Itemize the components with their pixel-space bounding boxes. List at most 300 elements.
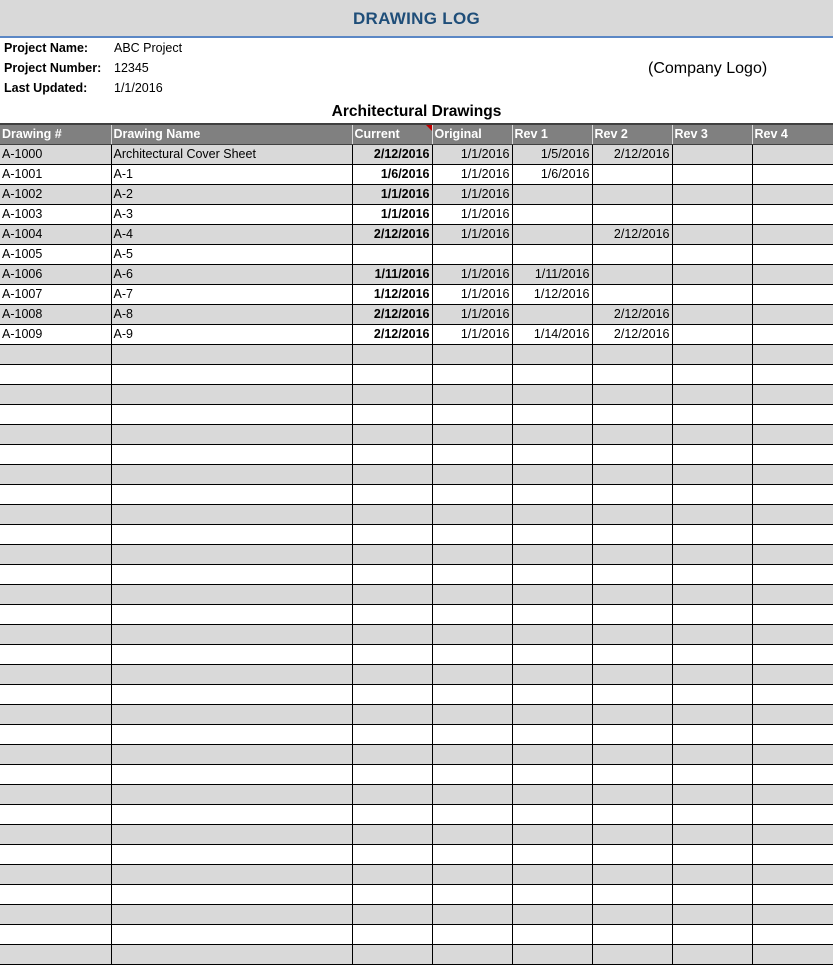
cell-rev-1[interactable]	[512, 724, 592, 744]
cell-drawing-number[interactable]	[0, 604, 111, 624]
cell-current[interactable]	[352, 664, 432, 684]
cell-rev-1[interactable]	[512, 444, 592, 464]
cell-current[interactable]	[352, 684, 432, 704]
cell-rev-3[interactable]	[672, 844, 752, 864]
cell-rev-4[interactable]	[752, 724, 833, 744]
cell-drawing-number[interactable]	[0, 404, 111, 424]
cell-current[interactable]	[352, 584, 432, 604]
cell-rev-4[interactable]	[752, 184, 833, 204]
cell-drawing-name[interactable]: Architectural Cover Sheet	[111, 144, 352, 164]
cell-rev-4[interactable]	[752, 344, 833, 364]
cell-rev-4[interactable]	[752, 864, 833, 884]
cell-current[interactable]: 1/11/2016	[352, 264, 432, 284]
cell-rev-4[interactable]	[752, 444, 833, 464]
cell-drawing-number[interactable]	[0, 544, 111, 564]
cell-original[interactable]	[432, 904, 512, 924]
cell-drawing-name[interactable]: A-7	[111, 284, 352, 304]
cell-drawing-number[interactable]	[0, 924, 111, 944]
cell-current[interactable]	[352, 824, 432, 844]
cell-drawing-name[interactable]	[111, 864, 352, 884]
cell-drawing-number[interactable]: A-1003	[0, 204, 111, 224]
cell-rev-4[interactable]	[752, 824, 833, 844]
column-header-current[interactable]: Current	[352, 124, 432, 144]
cell-original[interactable]: 1/1/2016	[432, 224, 512, 244]
cell-rev-1[interactable]	[512, 844, 592, 864]
cell-drawing-name[interactable]	[111, 804, 352, 824]
cell-original[interactable]	[432, 704, 512, 724]
cell-drawing-name[interactable]	[111, 444, 352, 464]
cell-drawing-name[interactable]: A-3	[111, 204, 352, 224]
cell-rev-3[interactable]	[672, 504, 752, 524]
cell-rev-4[interactable]	[752, 684, 833, 704]
cell-drawing-number[interactable]: A-1006	[0, 264, 111, 284]
cell-drawing-number[interactable]	[0, 804, 111, 824]
cell-drawing-name[interactable]	[111, 544, 352, 564]
cell-drawing-number[interactable]: A-1004	[0, 224, 111, 244]
cell-rev-2[interactable]	[592, 264, 672, 284]
cell-rev-1[interactable]	[512, 784, 592, 804]
cell-rev-3[interactable]	[672, 704, 752, 724]
cell-rev-1[interactable]	[512, 524, 592, 544]
cell-rev-3[interactable]	[672, 164, 752, 184]
cell-rev-4[interactable]	[752, 324, 833, 344]
cell-original[interactable]	[432, 844, 512, 864]
cell-rev-3[interactable]	[672, 204, 752, 224]
cell-rev-3[interactable]	[672, 744, 752, 764]
cell-drawing-name[interactable]	[111, 684, 352, 704]
cell-original[interactable]	[432, 804, 512, 824]
cell-current[interactable]	[352, 864, 432, 884]
cell-rev-2[interactable]: 2/12/2016	[592, 324, 672, 344]
cell-drawing-name[interactable]	[111, 604, 352, 624]
cell-original[interactable]	[432, 444, 512, 464]
cell-rev-4[interactable]	[752, 844, 833, 864]
cell-drawing-name[interactable]	[111, 524, 352, 544]
cell-drawing-number[interactable]	[0, 644, 111, 664]
cell-current[interactable]: 1/6/2016	[352, 164, 432, 184]
cell-original[interactable]	[432, 744, 512, 764]
cell-drawing-name[interactable]	[111, 724, 352, 744]
cell-original[interactable]	[432, 384, 512, 404]
cell-rev-1[interactable]	[512, 204, 592, 224]
cell-drawing-name[interactable]	[111, 704, 352, 724]
column-header-rev-1[interactable]: Rev 1	[512, 124, 592, 144]
cell-drawing-name[interactable]	[111, 624, 352, 644]
cell-rev-3[interactable]	[672, 604, 752, 624]
cell-original[interactable]	[432, 864, 512, 884]
cell-original[interactable]	[432, 924, 512, 944]
cell-current[interactable]	[352, 624, 432, 644]
cell-current[interactable]	[352, 644, 432, 664]
cell-rev-4[interactable]	[752, 944, 833, 964]
cell-rev-3[interactable]	[672, 184, 752, 204]
cell-rev-4[interactable]	[752, 804, 833, 824]
cell-rev-2[interactable]	[592, 584, 672, 604]
cell-drawing-number[interactable]	[0, 524, 111, 544]
cell-rev-2[interactable]: 2/12/2016	[592, 224, 672, 244]
cell-rev-2[interactable]	[592, 844, 672, 864]
cell-rev-1[interactable]	[512, 804, 592, 824]
cell-rev-3[interactable]	[672, 344, 752, 364]
cell-rev-2[interactable]	[592, 884, 672, 904]
cell-rev-2[interactable]	[592, 204, 672, 224]
cell-current[interactable]	[352, 924, 432, 944]
column-header-rev-2[interactable]: Rev 2	[592, 124, 672, 144]
cell-drawing-name[interactable]	[111, 784, 352, 804]
cell-drawing-name[interactable]	[111, 924, 352, 944]
cell-rev-2[interactable]	[592, 644, 672, 664]
cell-current[interactable]	[352, 884, 432, 904]
cell-original[interactable]	[432, 944, 512, 964]
cell-rev-3[interactable]	[672, 224, 752, 244]
cell-rev-2[interactable]	[592, 404, 672, 424]
cell-current[interactable]	[352, 764, 432, 784]
cell-rev-1[interactable]	[512, 864, 592, 884]
cell-drawing-number[interactable]	[0, 744, 111, 764]
cell-rev-2[interactable]	[592, 624, 672, 644]
cell-current[interactable]: 1/12/2016	[352, 284, 432, 304]
cell-drawing-number[interactable]: A-1008	[0, 304, 111, 324]
cell-rev-3[interactable]	[672, 724, 752, 744]
cell-original[interactable]: 1/1/2016	[432, 304, 512, 324]
cell-rev-2[interactable]	[592, 704, 672, 724]
cell-rev-2[interactable]	[592, 184, 672, 204]
cell-rev-2[interactable]	[592, 164, 672, 184]
cell-rev-2[interactable]	[592, 284, 672, 304]
cell-rev-3[interactable]	[672, 424, 752, 444]
cell-drawing-name[interactable]	[111, 504, 352, 524]
cell-drawing-name[interactable]	[111, 904, 352, 924]
cell-rev-1[interactable]	[512, 244, 592, 264]
cell-rev-1[interactable]	[512, 504, 592, 524]
cell-rev-4[interactable]	[752, 744, 833, 764]
cell-rev-1[interactable]	[512, 384, 592, 404]
cell-drawing-number[interactable]	[0, 484, 111, 504]
cell-drawing-number[interactable]	[0, 584, 111, 604]
cell-original[interactable]: 1/1/2016	[432, 284, 512, 304]
cell-rev-3[interactable]	[672, 444, 752, 464]
cell-rev-1[interactable]: 1/6/2016	[512, 164, 592, 184]
cell-original[interactable]: 1/1/2016	[432, 204, 512, 224]
cell-rev-4[interactable]	[752, 604, 833, 624]
cell-drawing-name[interactable]	[111, 824, 352, 844]
cell-original[interactable]	[432, 524, 512, 544]
cell-original[interactable]	[432, 424, 512, 444]
cell-current[interactable]	[352, 384, 432, 404]
cell-drawing-name[interactable]	[111, 404, 352, 424]
cell-drawing-number[interactable]	[0, 384, 111, 404]
cell-rev-1[interactable]	[512, 664, 592, 684]
cell-rev-3[interactable]	[672, 624, 752, 644]
cell-current[interactable]: 2/12/2016	[352, 304, 432, 324]
cell-rev-3[interactable]	[672, 324, 752, 344]
cell-rev-4[interactable]	[752, 464, 833, 484]
cell-drawing-name[interactable]	[111, 564, 352, 584]
cell-drawing-number[interactable]: A-1009	[0, 324, 111, 344]
cell-rev-3[interactable]	[672, 564, 752, 584]
cell-current[interactable]	[352, 804, 432, 824]
cell-drawing-number[interactable]: A-1005	[0, 244, 111, 264]
cell-original[interactable]	[432, 404, 512, 424]
cell-original[interactable]: 1/1/2016	[432, 184, 512, 204]
cell-rev-1[interactable]	[512, 424, 592, 444]
cell-drawing-name[interactable]	[111, 664, 352, 684]
cell-rev-2[interactable]	[592, 904, 672, 924]
cell-drawing-number[interactable]: A-1001	[0, 164, 111, 184]
cell-rev-4[interactable]	[752, 284, 833, 304]
cell-current[interactable]	[352, 544, 432, 564]
cell-rev-2[interactable]	[592, 804, 672, 824]
cell-rev-3[interactable]	[672, 884, 752, 904]
cell-original[interactable]	[432, 344, 512, 364]
cell-rev-1[interactable]: 1/5/2016	[512, 144, 592, 164]
project-name-value[interactable]: ABC Project	[114, 41, 183, 55]
cell-rev-1[interactable]	[512, 344, 592, 364]
cell-rev-4[interactable]	[752, 504, 833, 524]
cell-current[interactable]	[352, 944, 432, 964]
cell-drawing-name[interactable]: A-5	[111, 244, 352, 264]
cell-current[interactable]	[352, 504, 432, 524]
column-header-rev-4[interactable]: Rev 4	[752, 124, 833, 144]
cell-current[interactable]	[352, 744, 432, 764]
cell-rev-1[interactable]	[512, 684, 592, 704]
cell-drawing-name[interactable]: A-2	[111, 184, 352, 204]
cell-drawing-name[interactable]	[111, 764, 352, 784]
cell-original[interactable]	[432, 764, 512, 784]
cell-original[interactable]	[432, 484, 512, 504]
cell-current[interactable]: 1/1/2016	[352, 204, 432, 224]
cell-drawing-number[interactable]	[0, 724, 111, 744]
cell-rev-3[interactable]	[672, 464, 752, 484]
cell-rev-3[interactable]	[672, 264, 752, 284]
cell-current[interactable]	[352, 464, 432, 484]
cell-drawing-number[interactable]	[0, 504, 111, 524]
cell-current[interactable]: 2/12/2016	[352, 224, 432, 244]
cell-rev-1[interactable]	[512, 924, 592, 944]
cell-rev-2[interactable]	[592, 724, 672, 744]
cell-current[interactable]	[352, 784, 432, 804]
cell-drawing-number[interactable]: A-1002	[0, 184, 111, 204]
cell-rev-2[interactable]	[592, 604, 672, 624]
cell-rev-2[interactable]	[592, 424, 672, 444]
cell-rev-2[interactable]	[592, 384, 672, 404]
cell-rev-1[interactable]	[512, 484, 592, 504]
cell-rev-3[interactable]	[672, 404, 752, 424]
cell-current[interactable]: 1/1/2016	[352, 184, 432, 204]
cell-rev-3[interactable]	[672, 804, 752, 824]
cell-rev-4[interactable]	[752, 584, 833, 604]
cell-rev-1[interactable]	[512, 904, 592, 924]
cell-original[interactable]	[432, 784, 512, 804]
cell-drawing-name[interactable]: A-1	[111, 164, 352, 184]
cell-rev-4[interactable]	[752, 264, 833, 284]
cell-drawing-number[interactable]	[0, 684, 111, 704]
cell-rev-1[interactable]	[512, 944, 592, 964]
cell-rev-2[interactable]: 2/12/2016	[592, 144, 672, 164]
cell-rev-2[interactable]	[592, 524, 672, 544]
cell-rev-3[interactable]	[672, 584, 752, 604]
cell-rev-4[interactable]	[752, 784, 833, 804]
cell-rev-3[interactable]	[672, 644, 752, 664]
cell-rev-2[interactable]	[592, 924, 672, 944]
cell-drawing-number[interactable]: A-1007	[0, 284, 111, 304]
cell-drawing-name[interactable]	[111, 364, 352, 384]
cell-rev-4[interactable]	[752, 364, 833, 384]
cell-rev-2[interactable]	[592, 364, 672, 384]
cell-rev-3[interactable]	[672, 824, 752, 844]
cell-rev-2[interactable]	[592, 744, 672, 764]
cell-rev-3[interactable]	[672, 784, 752, 804]
cell-rev-1[interactable]	[512, 744, 592, 764]
cell-original[interactable]	[432, 884, 512, 904]
cell-original[interactable]: 1/1/2016	[432, 144, 512, 164]
column-header-drawing-name[interactable]: Drawing Name	[111, 124, 352, 144]
cell-drawing-name[interactable]: A-4	[111, 224, 352, 244]
cell-rev-4[interactable]	[752, 244, 833, 264]
cell-original[interactable]: 1/1/2016	[432, 264, 512, 284]
cell-rev-3[interactable]	[672, 304, 752, 324]
cell-rev-1[interactable]	[512, 584, 592, 604]
cell-rev-4[interactable]	[752, 224, 833, 244]
cell-rev-3[interactable]	[672, 864, 752, 884]
cell-drawing-name[interactable]	[111, 884, 352, 904]
cell-rev-3[interactable]	[672, 284, 752, 304]
cell-drawing-name[interactable]	[111, 484, 352, 504]
cell-drawing-number[interactable]	[0, 464, 111, 484]
cell-drawing-number[interactable]	[0, 624, 111, 644]
column-header-drawing-number[interactable]: Drawing #	[0, 124, 111, 144]
cell-original[interactable]	[432, 244, 512, 264]
cell-rev-2[interactable]	[592, 784, 672, 804]
cell-rev-4[interactable]	[752, 704, 833, 724]
cell-rev-3[interactable]	[672, 364, 752, 384]
cell-drawing-number[interactable]	[0, 784, 111, 804]
cell-current[interactable]: 2/12/2016	[352, 324, 432, 344]
cell-original[interactable]: 1/1/2016	[432, 164, 512, 184]
cell-drawing-number[interactable]	[0, 904, 111, 924]
cell-rev-1[interactable]	[512, 644, 592, 664]
cell-rev-2[interactable]	[592, 664, 672, 684]
cell-rev-2[interactable]	[592, 244, 672, 264]
cell-drawing-number[interactable]	[0, 884, 111, 904]
cell-rev-4[interactable]	[752, 524, 833, 544]
cell-original[interactable]	[432, 544, 512, 564]
cell-drawing-number[interactable]	[0, 564, 111, 584]
cell-current[interactable]	[352, 704, 432, 724]
cell-rev-2[interactable]	[592, 764, 672, 784]
cell-current[interactable]	[352, 344, 432, 364]
cell-drawing-name[interactable]	[111, 384, 352, 404]
cell-rev-2[interactable]	[592, 944, 672, 964]
cell-rev-1[interactable]	[512, 544, 592, 564]
cell-rev-4[interactable]	[752, 564, 833, 584]
cell-rev-3[interactable]	[672, 764, 752, 784]
cell-rev-1[interactable]	[512, 184, 592, 204]
cell-rev-4[interactable]	[752, 384, 833, 404]
cell-drawing-name[interactable]	[111, 344, 352, 364]
cell-original[interactable]	[432, 664, 512, 684]
cell-drawing-number[interactable]	[0, 344, 111, 364]
cell-current[interactable]	[352, 904, 432, 924]
cell-rev-1[interactable]	[512, 764, 592, 784]
cell-rev-2[interactable]	[592, 504, 672, 524]
cell-rev-2[interactable]	[592, 564, 672, 584]
cell-drawing-name[interactable]	[111, 464, 352, 484]
cell-original[interactable]	[432, 564, 512, 584]
cell-rev-1[interactable]	[512, 404, 592, 424]
cell-rev-3[interactable]	[672, 684, 752, 704]
cell-rev-4[interactable]	[752, 424, 833, 444]
cell-drawing-name[interactable]	[111, 424, 352, 444]
cell-current[interactable]	[352, 444, 432, 464]
cell-rev-1[interactable]	[512, 884, 592, 904]
cell-rev-4[interactable]	[752, 764, 833, 784]
cell-rev-1[interactable]	[512, 564, 592, 584]
cell-rev-2[interactable]	[592, 824, 672, 844]
cell-current[interactable]	[352, 524, 432, 544]
cell-drawing-name[interactable]	[111, 644, 352, 664]
cell-original[interactable]	[432, 824, 512, 844]
cell-drawing-number[interactable]	[0, 844, 111, 864]
cell-drawing-name[interactable]: A-8	[111, 304, 352, 324]
column-header-rev-3[interactable]: Rev 3	[672, 124, 752, 144]
cell-drawing-name[interactable]	[111, 944, 352, 964]
cell-rev-4[interactable]	[752, 144, 833, 164]
cell-rev-4[interactable]	[752, 204, 833, 224]
cell-rev-1[interactable]	[512, 704, 592, 724]
cell-rev-3[interactable]	[672, 144, 752, 164]
cell-original[interactable]	[432, 644, 512, 664]
cell-rev-4[interactable]	[752, 884, 833, 904]
cell-drawing-number[interactable]	[0, 444, 111, 464]
cell-rev-3[interactable]	[672, 244, 752, 264]
cell-rev-4[interactable]	[752, 924, 833, 944]
cell-drawing-number[interactable]	[0, 364, 111, 384]
cell-rev-4[interactable]	[752, 664, 833, 684]
cell-drawing-name[interactable]	[111, 844, 352, 864]
cell-current[interactable]	[352, 844, 432, 864]
cell-rev-3[interactable]	[672, 544, 752, 564]
cell-rev-1[interactable]	[512, 824, 592, 844]
cell-rev-1[interactable]	[512, 604, 592, 624]
cell-current[interactable]	[352, 564, 432, 584]
cell-original[interactable]	[432, 604, 512, 624]
cell-drawing-number[interactable]	[0, 864, 111, 884]
cell-rev-3[interactable]	[672, 904, 752, 924]
cell-drawing-number[interactable]	[0, 664, 111, 684]
cell-rev-2[interactable]: 2/12/2016	[592, 304, 672, 324]
cell-original[interactable]	[432, 724, 512, 744]
cell-original[interactable]	[432, 624, 512, 644]
cell-drawing-number[interactable]	[0, 764, 111, 784]
cell-drawing-number[interactable]: A-1000	[0, 144, 111, 164]
cell-current[interactable]	[352, 724, 432, 744]
cell-rev-2[interactable]	[592, 484, 672, 504]
cell-drawing-number[interactable]	[0, 704, 111, 724]
cell-original[interactable]	[432, 504, 512, 524]
cell-rev-2[interactable]	[592, 344, 672, 364]
cell-rev-2[interactable]	[592, 464, 672, 484]
cell-drawing-number[interactable]	[0, 424, 111, 444]
cell-rev-2[interactable]	[592, 544, 672, 564]
cell-rev-4[interactable]	[752, 164, 833, 184]
cell-current[interactable]	[352, 404, 432, 424]
cell-rev-3[interactable]	[672, 524, 752, 544]
project-number-value[interactable]: 12345	[114, 61, 149, 75]
cell-rev-1[interactable]: 1/11/2016	[512, 264, 592, 284]
cell-rev-1[interactable]	[512, 464, 592, 484]
cell-current[interactable]	[352, 484, 432, 504]
